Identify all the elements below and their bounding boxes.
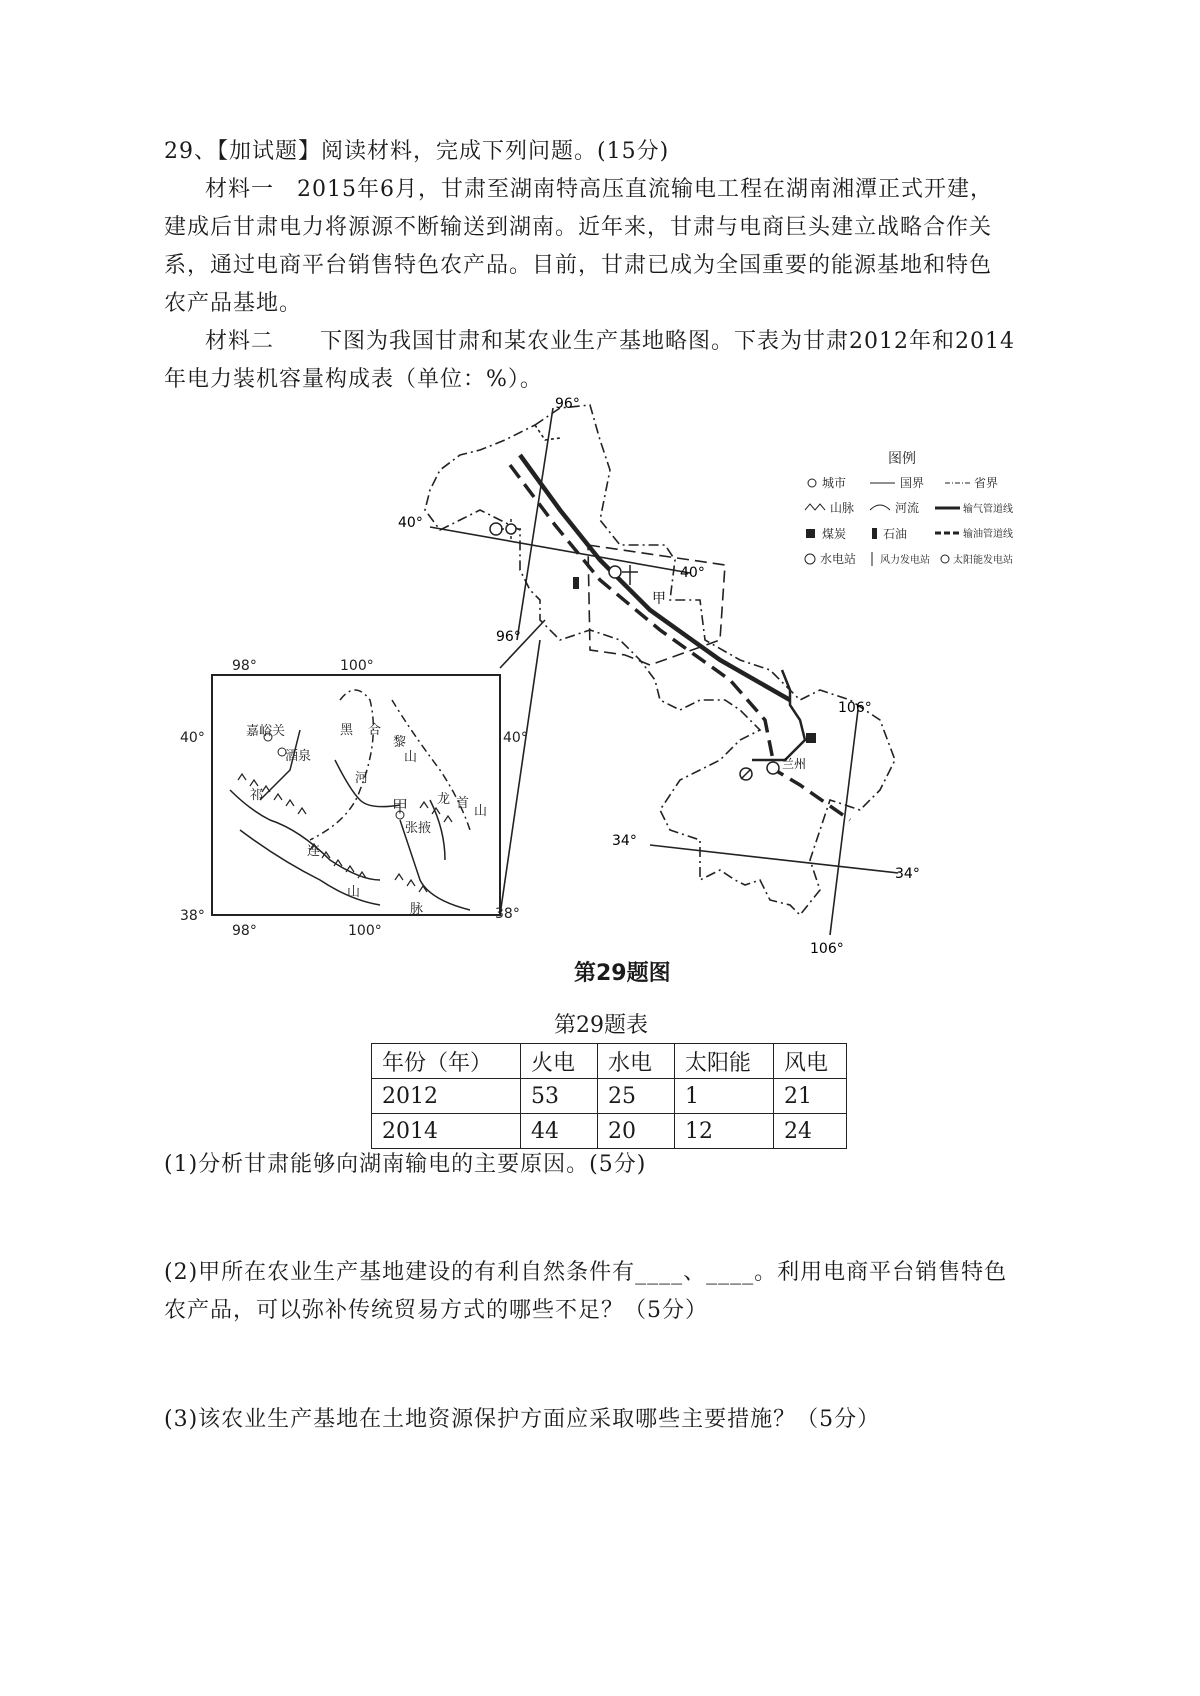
label-40-left: 40° — [398, 515, 423, 531]
label-jia-inset: 甲 — [392, 797, 409, 816]
label-jia-main: 甲 — [652, 591, 666, 607]
cell-year: 2012 — [372, 1079, 521, 1114]
legend-oilpipe: 输油管道线 — [963, 529, 1013, 540]
header-wind: 风电 — [774, 1044, 847, 1079]
power-capacity-table — [371, 1043, 847, 1149]
legend-hydro: 水电站 — [820, 552, 857, 566]
meridian-96 — [517, 408, 553, 640]
label-34-right: 34° — [895, 866, 920, 882]
map-legend — [805, 451, 1013, 566]
label-106-top: 106° — [838, 700, 872, 716]
table-header-row — [372, 1044, 847, 1079]
label-96-bottom: 96° — [496, 629, 521, 645]
material2-line-2: 年电力装机容量构成表（单位：%）。 — [164, 367, 543, 392]
material1-line-3: 系，通过电商平台销售特色农产品。目前，甘肃已成为全国重要的能源基地和特色 — [164, 253, 993, 278]
sub-question-2-line-2: 农产品，可以弥补传统贸易方式的哪些不足？（5分） — [164, 1298, 708, 1323]
legend-oil: 石油 — [883, 527, 908, 541]
label-40-right: 40° — [680, 565, 705, 581]
table-row — [372, 1114, 847, 1149]
label-mtn-long: 龙 — [437, 792, 451, 807]
header-hydro: 水电 — [598, 1044, 675, 1079]
parallel-34 — [650, 845, 898, 873]
label-inset-38-right: 38° — [495, 906, 520, 922]
material1-line-4: 农产品基地。 — [164, 291, 303, 316]
label-inset-98-top: 98° — [232, 658, 257, 674]
sub-question-1: (1)分析甘肃能够向湖南输电的主要原因。(5分) — [164, 1152, 647, 1177]
cell-year: 2014 — [372, 1114, 521, 1149]
header-thermal: 火电 — [521, 1044, 598, 1079]
meridian-106 — [830, 710, 858, 935]
label-mtn-shou: 首 — [456, 796, 470, 811]
label-inset-100-top: 100° — [340, 658, 374, 674]
legend-mountain: 山脉 — [830, 501, 855, 515]
label-mtn-li: 黎 — [393, 735, 407, 750]
legend-river: 河流 — [895, 501, 920, 515]
label-mtn-qi: 祁 — [250, 788, 264, 803]
label-jiuquan: 酒泉 — [285, 749, 312, 764]
legend-province: 省界 — [974, 476, 999, 490]
legend-city: 城市 — [822, 476, 847, 490]
cell-thermal: 53 — [521, 1079, 598, 1114]
label-106-bottom: 106° — [810, 941, 844, 957]
coal-icon — [806, 733, 816, 743]
cell-solar: 1 — [675, 1079, 774, 1114]
city-symbol-2 — [609, 566, 621, 578]
label-he: 河 — [355, 771, 369, 786]
sub-question-2-line-1: (2)甲所在农业生产基地建设的有利自然条件有____、____。利用电商平台销售特色 — [164, 1260, 1008, 1285]
label-mtn-shan3: 山 — [347, 885, 361, 900]
table-title: 第29题表 — [554, 1013, 648, 1038]
hydro-station-icon — [740, 768, 752, 780]
city-lanzhou-symbol — [767, 762, 779, 774]
label-zhangye: 张掖 — [405, 821, 432, 836]
header-year: 年份（年） — [372, 1044, 521, 1079]
label-mtn-mai: 脉 — [410, 902, 424, 917]
question-header: 29、【加试题】阅读材料，完成下列问题。(15分) — [164, 139, 670, 164]
map-caption: 第29题图 — [574, 961, 671, 986]
label-mtn-shan2: 山 — [474, 804, 488, 819]
label-inset-40-right: 40° — [503, 730, 528, 746]
label-96-top: 96° — [555, 396, 580, 412]
material2-line-1: 材料二 下图为我国甘肃和某农业生产基地略图。下表为甘肃2012年和2014 — [205, 329, 1015, 354]
label-jiayuguan: 嘉峪关 — [246, 724, 286, 739]
cell-wind: 24 — [774, 1114, 847, 1149]
label-34-left: 34° — [612, 833, 637, 849]
cell-wind: 21 — [774, 1079, 847, 1114]
legend-title: 图例 — [888, 451, 916, 467]
legend-solar: 太阳能发电站 — [953, 555, 1013, 566]
label-hei: 黑 — [340, 723, 354, 738]
city-symbol — [490, 523, 502, 535]
header-solar: 太阳能 — [675, 1044, 774, 1079]
label-inset-40-left: 40° — [180, 730, 205, 746]
legend-border: 国界 — [900, 476, 925, 490]
table-row — [372, 1079, 847, 1114]
label-inset-100-bottom: 100° — [348, 923, 382, 939]
cell-thermal: 44 — [521, 1114, 598, 1149]
label-mtn-shan1: 山 — [404, 750, 418, 765]
label-mtn-lian: 连 — [307, 844, 321, 859]
solar-station-icon — [501, 519, 521, 539]
cell-hydro: 25 — [598, 1079, 675, 1114]
legend-coal: 煤炭 — [822, 527, 847, 541]
material1-line-2: 建成后甘肃电力将源源不断输送到湖南。近年来，甘肃与电商巨头建立战略合作关 — [164, 215, 993, 240]
label-mtn-he: 合 — [368, 723, 382, 738]
cell-solar: 12 — [675, 1114, 774, 1149]
sub-question-3: (3)该农业生产基地在土地资源保护方面应采取哪些主要措施？（5分） — [164, 1407, 881, 1432]
parallel-40 — [430, 527, 690, 573]
label-lanzhou: 兰州 — [782, 757, 807, 771]
cell-hydro: 20 — [598, 1114, 675, 1149]
label-inset-38-left: 38° — [180, 908, 205, 924]
label-inset-98-bottom: 98° — [232, 923, 257, 939]
oil-icon — [573, 577, 579, 589]
legend-wind: 风力发电站 — [880, 555, 930, 566]
legend-gas: 输气管道线 — [963, 504, 1013, 515]
material1-line-1: 材料一 2015年6月，甘肃至湖南特高压直流输电工程在湖南湘潭正式开建， — [205, 177, 993, 202]
